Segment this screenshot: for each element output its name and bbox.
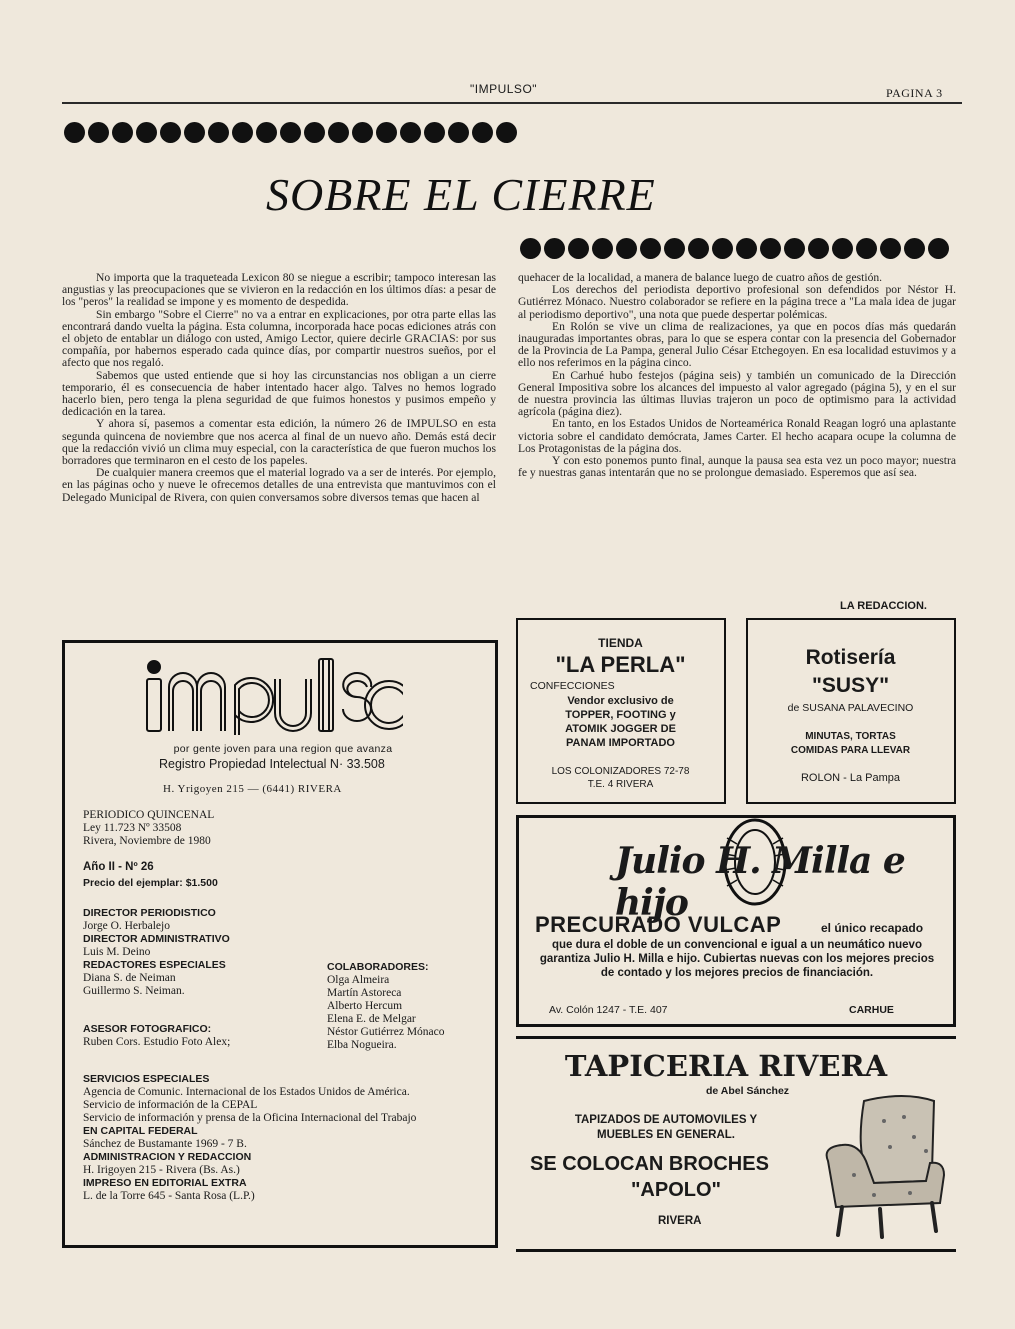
- dot-ornament: [184, 122, 205, 143]
- text-line: Rivera, Noviembre de 1980: [83, 835, 211, 847]
- dot-ornament: [328, 122, 349, 143]
- registro: Registro Propiedad Intelectual N· 33.508: [159, 757, 385, 771]
- credit-heading: SERVICIOS ESPECIALES: [83, 1073, 210, 1085]
- dot-ornament: [400, 122, 421, 143]
- credit-name: Néstor Gutiérrez Mónaco: [327, 1026, 445, 1038]
- dot-ornament: [520, 238, 541, 259]
- headline: SOBRE EL CIERRE: [266, 169, 656, 220]
- article-signature: LA REDACCION.: [840, 600, 927, 612]
- dot-ornament: [616, 238, 637, 259]
- text-line: TOPPER, FOOTING y: [565, 709, 676, 721]
- article-paragraph: quehacer de la localidad, a manera de balance luego de cuatro años de gestión.: [518, 271, 883, 284]
- credit-name: Sánchez de Bustamante 1969 - 7 B.: [83, 1138, 247, 1150]
- credit-heading: ADMINISTRACION Y REDACCION: [83, 1151, 252, 1163]
- dot-ornament: [280, 122, 301, 143]
- credit-name: Elba Nogueira.: [327, 1039, 397, 1051]
- credits-foto: ASESOR FOTOGRAFICO: Ruben Cors. Estudio Foto Alex;: [83, 1023, 231, 1048]
- dot-ornament: [760, 238, 781, 259]
- credit-name: Guillermo S. Neiman.: [83, 985, 185, 997]
- price: Precio del ejemplar: $1.500: [83, 877, 218, 889]
- credits-services: [83, 1073, 483, 1203]
- dot-ornament: [64, 122, 85, 143]
- credit-heading: DIRECTOR PERIODISTICO: [83, 907, 216, 919]
- article-paragraph: De cualquier manera creemos que el material logrado va a ser de interés. Por ejemplo, en las páginas ocho y nueve le ofrecemos detalles de una entrevista que mantuvimos con el Delegado Municipal de Rivera, con quien conversamos sobre diversos temas que hacen al: [62, 466, 496, 504]
- text-line: COMIDAS PARA LLEVAR: [790, 745, 911, 756]
- credit-name: Olga Almeira: [327, 974, 390, 986]
- article-paragraph: Los derechos del periodista deportivo profesional son defendidos por Néstor H. Gutiérrez Mónaco. Nuestro colaborador se refiere en la página trece a "La mala idea de jugar al periodismo deportivo", una nota que puede despertar polémicas.: [518, 283, 956, 321]
- article-paragraph: En Carhué hubo festejos (página seis) y también un comunicado de la Dirección General Impositiva sobre los alcances del impuesto al valor agregado (página 5), y en el sur de nuestra provincia las últimas lluvias trajeron un poco de optimismo para la actividad agrícola (página diez).: [518, 368, 956, 419]
- dot-ornament: [736, 238, 757, 259]
- dot-ornament: [496, 122, 517, 143]
- credit-heading: COLABORADORES:: [327, 961, 429, 973]
- dot-ornament: [256, 122, 277, 143]
- impulso-logo: [143, 657, 403, 737]
- ad-tapiceria-rivera: TAPICERIA RIVERA de Abel Sánchez TAPIZADOS DE AUTOMOVILES Y MUEBLES EN GENERAL. SE COLOCAN BROCHES "APOLO" RIVERA: [516, 1036, 956, 1252]
- article-paragraph: Sabemos que usted entiende que si hoy las circunstancias nos obligan a un cierre temporario, él es consecuencia de haber intentado hacer algo. Talves no hemos logrado hacerlo bien, pero tenga la plena seguridad de que fuimos honestos y pusimos empeño y dedicación en la tarea.: [62, 368, 496, 419]
- dot-ornament: [808, 238, 829, 259]
- issue-number: Año II - Nº 26: [83, 861, 154, 873]
- dot-ornament: [904, 238, 925, 259]
- credit-name: Jorge O. Herbalejo: [83, 920, 170, 932]
- dot-ornament: [376, 122, 397, 143]
- dot-ornament: [208, 122, 229, 143]
- credit-heading: DIRECTOR ADMINISTRATIVO: [83, 933, 230, 945]
- dot-ornament: [832, 238, 853, 259]
- page-number: PAGINA 3: [886, 86, 943, 100]
- dot-ornament: [568, 238, 589, 259]
- dot-ornament-top: [64, 122, 517, 143]
- text-line: MINUTAS, TORTAS: [805, 731, 896, 742]
- credit-name: Diana S. de Neiman: [83, 972, 176, 984]
- dot-ornament: [928, 238, 949, 259]
- article-paragraph: Y con esto ponemos punto final, aunque la pausa sea esta vez un poco mayor; nuestra fe y nuestras ganas intentarán que no se prolongue demasiado. Esperemos que así sea.: [518, 454, 956, 480]
- credit-heading: IMPRESO EN EDITORIAL EXTRA: [83, 1177, 247, 1189]
- dot-ornament: [448, 122, 469, 143]
- article-column-right: [518, 272, 956, 479]
- credit-name: Agencia de Comunic. Internacional de los Estados Unidos de América.: [83, 1086, 410, 1098]
- masthead-address: H. Yrigoyen 215 — (6441) RIVERA: [163, 783, 342, 795]
- dot-ornament: [136, 122, 157, 143]
- credit-name: Servicio de información de la CEPAL: [83, 1099, 258, 1111]
- ad-la-perla: TIENDA "LA PERLA" CONFECCIONES Vendor exclusivo de TOPPER, FOOTING y ATOMIK JOGGER DE PANAM IMPORTADO LOS COLONIZADORES 72-78 T.E. 4 RIVERA: [516, 618, 726, 804]
- dot-ornament: [712, 238, 733, 259]
- dot-ornament: [88, 122, 109, 143]
- tagline: por gente joven para una region que avanza: [173, 743, 393, 755]
- text-line: PANAM IMPORTADO: [566, 737, 675, 749]
- credit-name: Martín Astoreca: [327, 987, 402, 999]
- text-line: TAPIZADOS DE AUTOMOVILES Y: [574, 1114, 758, 1126]
- article-column-left: [62, 272, 496, 504]
- article-paragraph: En Rolón se vive un clima de realizaciones, ya que en pocos días más quedarán inauguradas importantes obras, para lo que se espera contar con la presencia del Gobernador de la Provincia de La Pampa, general Julio César Etchegoyen. En esa localidad estuvimos y a ello nos referimos en la página cinco.: [518, 319, 956, 370]
- dot-ornament-right: [520, 238, 949, 259]
- masthead-box: [62, 640, 498, 1248]
- dot-ornament: [664, 238, 685, 259]
- credit-name: Alberto Hercum: [327, 1000, 403, 1012]
- running-header-title: "IMPULSO": [470, 82, 538, 96]
- credit-heading: EN CAPITAL FEDERAL: [83, 1125, 198, 1137]
- credit-name: Elena E. de Melgar: [327, 1013, 416, 1025]
- credits-left: [83, 907, 323, 998]
- dot-ornament: [592, 238, 613, 259]
- periodico-info: [83, 809, 214, 848]
- dot-ornament: [784, 238, 805, 259]
- article-paragraph: En tanto, en los Estados Unidos de Norteamérica Ronald Reagan logró una aplastante victoria sobre el candidato demócrata, James Carter. El hecho acapara ocupe la columna de Los Protagonistas de la página dos.: [518, 417, 956, 455]
- dot-ornament: [544, 238, 565, 259]
- ad-julio-milla: Julio H. Milla e hijo PRECURADO VULCAP el único recapado que dura el doble de un convencional e igual a un neumático nuevo garantiza Julio H. Milla e hijo. Cubiertas nuevas con los mejores precios de contado y los mejores precios de financiación. Av. Colón 1247 - T.E. 407 CARHUE: [516, 815, 956, 1027]
- armchair-icon: [814, 1091, 954, 1241]
- dot-ornament: [424, 122, 445, 143]
- text-line: ATOMIK JOGGER DE: [565, 723, 676, 735]
- credit-name: H. Irigoyen 215 - Rivera (Bs. As.): [83, 1164, 240, 1176]
- dot-ornament: [688, 238, 709, 259]
- ad-rotiseria-susy: Rotisería "SUSY" de SUSANA PALAVECINO MINUTAS, TORTAS COMIDAS PARA LLEVAR ROLON - La Pampa: [746, 618, 956, 804]
- dot-ornament: [112, 122, 133, 143]
- credits-collaborators: [327, 961, 497, 1052]
- dot-ornament: [304, 122, 325, 143]
- dot-ornament: [472, 122, 493, 143]
- text-line: Ley 11.723 Nº 33508: [83, 822, 182, 834]
- credit-heading: REDACTORES ESPECIALES: [83, 959, 226, 971]
- article-paragraph: No importa que la traqueteada Lexicon 80 se niegue a escribir; tampoco interesan las angustias y las preocupaciones que se vivieron en la redacción en los últimos días: a pesar de los "peros" la realidad se impone y es momento de despedida.: [62, 271, 496, 309]
- article-paragraph: Sin embargo "Sobre el Cierre" no va a entrar en explicaciones, por otra parte ellas las encontrará dando vuelta la página. Esta columna, incorporada hace pocas ediciones atrás con el objeto de entablar un diálogo con usted, Amigo Lector, quiere decirle GRACIAS: por sus compañía, por habernos esperado cada quince días, por compartir nuestros sueños, por el afecto que nos regaló.: [62, 307, 496, 370]
- dot-ornament: [232, 122, 253, 143]
- text-line: MUEBLES EN GENERAL.: [596, 1129, 735, 1141]
- text-line: Vendor exclusivo de: [567, 695, 674, 707]
- dot-ornament: [880, 238, 901, 259]
- header-rule: [62, 102, 962, 104]
- credit-name: Servicio de información y prensa de la Oficina Internacional del Trabajo: [83, 1112, 417, 1124]
- dot-ornament: [640, 238, 661, 259]
- dot-ornament: [352, 122, 373, 143]
- dot-ornament: [856, 238, 877, 259]
- milla-logo: Julio H. Milla e hijo: [615, 840, 905, 924]
- text-line: PERIODICO QUINCENAL: [83, 809, 215, 821]
- dot-ornament: [160, 122, 181, 143]
- credit-name: Luis M. Deino: [83, 946, 151, 958]
- credit-name: L. de la Torre 645 - Santa Rosa (L.P.): [83, 1190, 255, 1202]
- article-paragraph: Y ahora sí, pasemos a comentar esta edición, la número 26 de IMPULSO en esta segunda quincena de noviembre que nos acerca al final de un nuevo año. Demás está decir que la redacción vivió un clima muy especial, con la característica de que fueron muchos los borradores que terminaron en el cesto de los papeles.: [62, 417, 496, 468]
